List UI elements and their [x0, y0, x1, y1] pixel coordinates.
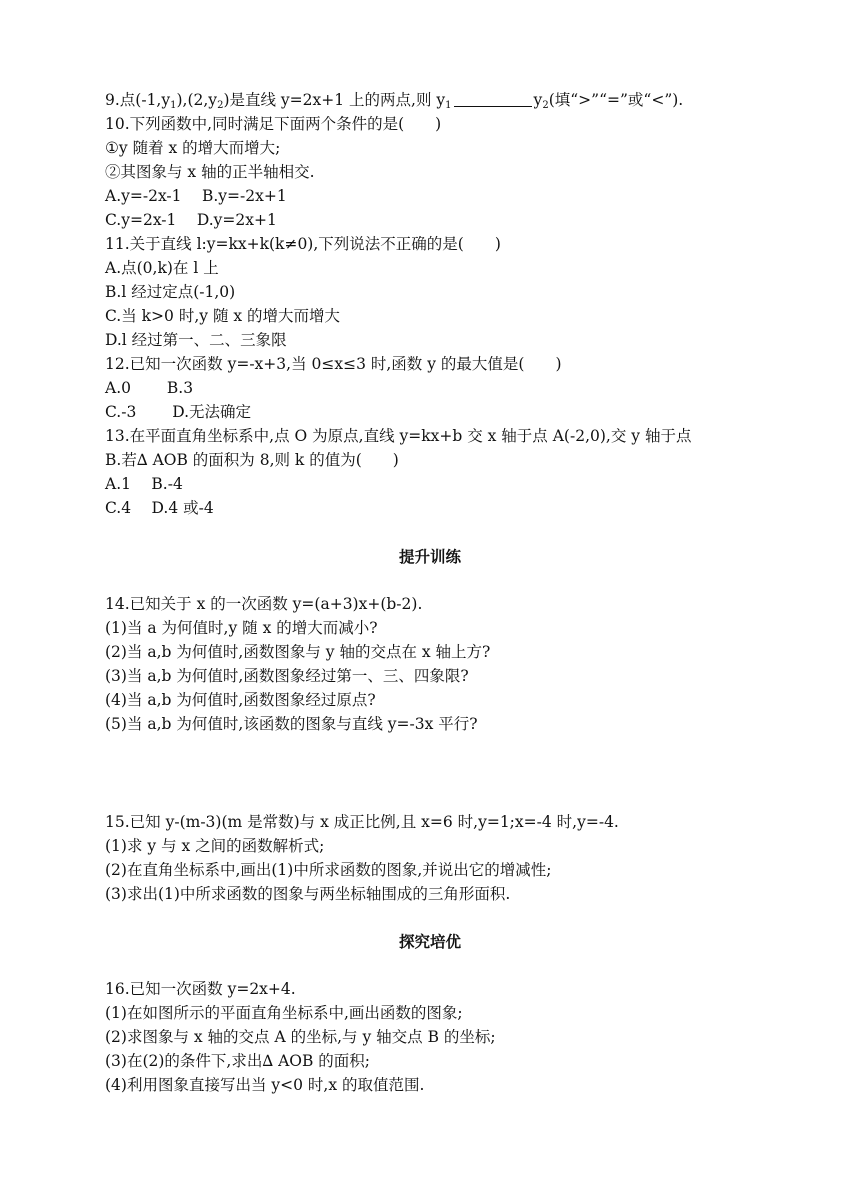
question-10-condition-1: ①y 随着 x 的增大而增大; — [105, 139, 281, 157]
question-16-part-3: (3)在(2)的条件下,求出∆ AOB 的面积; — [105, 1052, 371, 1070]
q9-sub-2: 2 — [217, 100, 224, 111]
question-12-stem: 12.已知一次函数 y=-x+3,当 0≤x≤3 时,函数 y 的最大值是( ) — [105, 355, 562, 373]
question-16-part-4: (4)利用图象直接写出当 y<0 时,x 的取值范围. — [105, 1076, 425, 1094]
question-12-options-cd: C.-3 D.无法确定 — [105, 403, 252, 421]
question-16-part-1: (1)在如图所示的平面直角坐标系中,画出函数的图象; — [105, 1004, 463, 1022]
question-14-part-2: (2)当 a,b 为何值时,函数图象与 y 轴的交点在 x 轴上方? — [105, 643, 491, 661]
question-13-options-cd: C.4 D.4 或-4 — [105, 499, 214, 517]
question-13-stem-line-2: B.若∆ AOB 的面积为 8,则 k 的值为( ) — [105, 451, 399, 469]
q9-text-a: 9.点(-1,y — [105, 91, 171, 109]
question-13-options-ab: A.1 B.-4 — [105, 475, 183, 493]
question-13-stem-line-1: 13.在平面直角坐标系中,点 O 为原点,直线 y=kx+b 交 x 轴于点 A(-2,0),交 y 轴于点 — [105, 427, 692, 445]
question-12-options-ab: A.0 B.3 — [105, 379, 194, 397]
question-16-stem: 16.已知一次函数 y=2x+4. — [105, 980, 296, 998]
question-11-stem: 11.关于直线 l:y=kx+k(k≠0),下列说法不正确的是( ) — [105, 235, 501, 253]
q9-sub-4: 2 — [542, 100, 549, 111]
question-11-option-c: C.当 k>0 时,y 随 x 的增大而增大 — [105, 307, 341, 325]
section-title-explore: 探究培优 — [398, 933, 461, 951]
q9-sub-3: 1 — [445, 100, 452, 111]
answer-blank[interactable] — [454, 92, 532, 107]
question-14-part-5: (5)当 a,b 为何值时,该函数的图象与直线 y=-3x 平行? — [105, 715, 478, 733]
question-15-part-1: (1)求 y 与 x 之间的函数解析式; — [105, 837, 325, 855]
question-16-part-2: (2)求图象与 x 轴的交点 A 的坐标,与 y 轴交点 B 的坐标; — [105, 1028, 496, 1046]
question-15-part-2: (2)在直角坐标系中,画出(1)中所求函数的图象,并说出它的增减性; — [105, 861, 552, 879]
question-9: 9.点$(-1,y_1),(2,y_2)$是直线 y=2x+1 上的两点,则 $y_1$ $y_2$(填“>”“=”或“<”). — [105, 91, 684, 111]
q9-text-b: ),(2,y — [176, 91, 218, 109]
question-14-part-3: (3)当 a,b 为何值时,函数图象经过第一、三、四象限? — [105, 667, 469, 685]
q9-text-c: )是直线 y=2x+1 上的两点,则 y — [223, 91, 446, 109]
question-15-part-3: (3)求出(1)中所求函数的图象与两坐标轴围成的三角形面积. — [105, 885, 511, 903]
question-10-condition-2: ②其图象与 x 轴的正半轴相交. — [105, 163, 315, 181]
question-11-option-d: D.l 经过第一、二、三象限 — [105, 331, 287, 349]
question-15-stem: 15.已知 y-(m-3)(m 是常数)与 x 成正比例,且 x=6 时,y=1;x=-4 时,y=-4. — [105, 813, 619, 831]
question-11-option-b: B.l 经过定点(-1,0) — [105, 283, 236, 301]
question-14-stem: 14.已知关于 x 的一次函数 y=(a+3)x+(b-2). — [105, 595, 423, 613]
question-10-options-cd: C.y=2x-1 D.y=2x+1 — [105, 211, 277, 229]
question-11-option-a: A.点(0,k)在 l 上 — [105, 259, 219, 277]
q9-sub-1: 1 — [170, 100, 177, 111]
question-10-options-ab: A.y=-2x-1 B.y=-2x+1 — [105, 187, 287, 205]
question-14-part-1: (1)当 a 为何值时,y 随 x 的增大而减小? — [105, 619, 378, 637]
section-title-improve: 提升训练 — [398, 548, 461, 566]
question-14-part-4: (4)当 a,b 为何值时,函数图象经过原点? — [105, 691, 376, 709]
question-10-stem: 10.下列函数中,同时满足下面两个条件的是( ) — [105, 115, 442, 133]
q9-text-d: (填“>”“=”或“<”). — [548, 91, 684, 109]
